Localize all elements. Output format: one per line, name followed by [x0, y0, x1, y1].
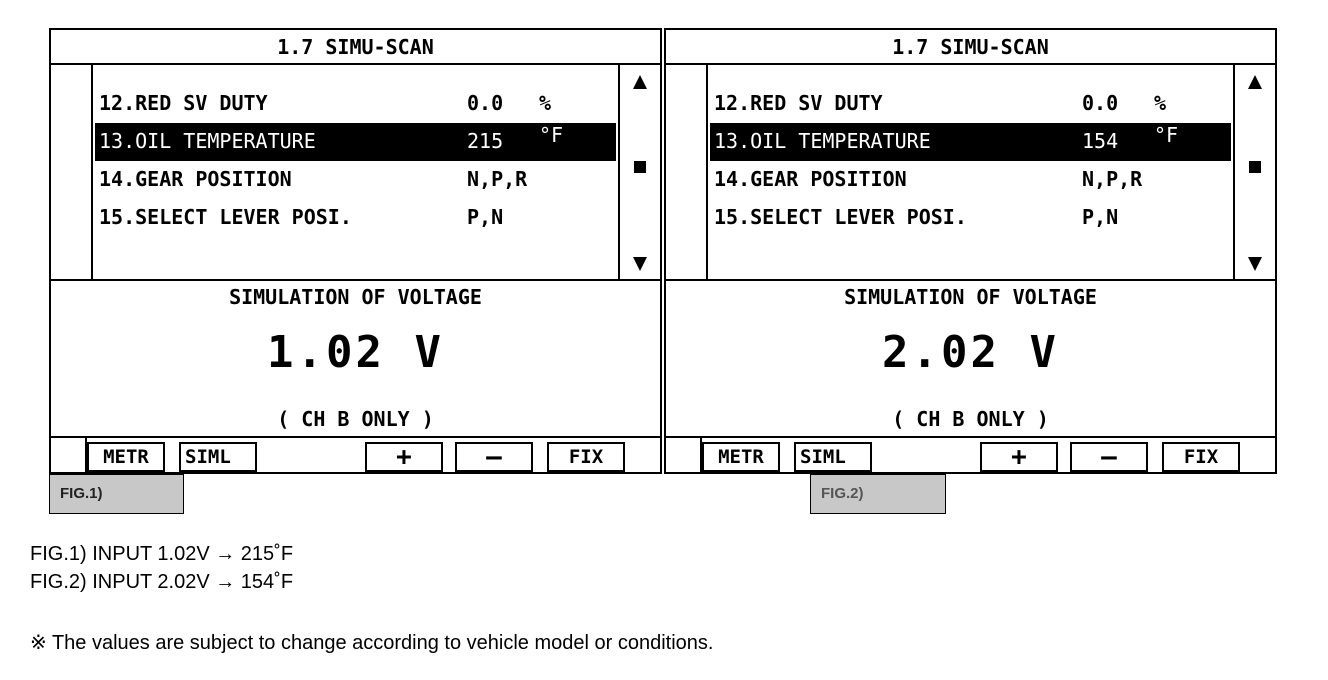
- footnote: ※ The values are subject to change according to vehicle model or conditions.: [30, 632, 714, 654]
- item-name: 14.GEAR POSITION: [714, 167, 907, 191]
- list-item[interactable]: [710, 161, 1231, 199]
- minus-button[interactable]: —: [1070, 442, 1148, 472]
- item-value: P,N: [1082, 205, 1119, 229]
- item-name: 13.OIL TEMPERATURE: [714, 129, 931, 153]
- button-gutter: [666, 438, 702, 472]
- metr-button[interactable]: METR: [87, 442, 165, 472]
- list-gutter: [666, 65, 708, 279]
- panel-title: 1.7 SIMU-SCAN: [51, 30, 660, 65]
- item-unit: °F: [1154, 123, 1179, 147]
- button-bar: [51, 438, 660, 472]
- list-item-selected[interactable]: [710, 123, 1231, 161]
- list-item[interactable]: [710, 85, 1231, 123]
- minus-button[interactable]: —: [455, 442, 533, 472]
- simulation-area: [51, 281, 660, 438]
- item-unit: °F: [539, 123, 564, 147]
- item-value: N,P,R: [467, 167, 528, 191]
- item-value: N,P,R: [1082, 167, 1143, 191]
- item-unit: %: [539, 91, 552, 115]
- panel-title: 1.7 SIMU-SCAN: [666, 30, 1275, 65]
- plus-button[interactable]: +: [980, 442, 1058, 472]
- item-unit: %: [1154, 91, 1167, 115]
- triangle-down-icon[interactable]: [633, 257, 647, 271]
- simu-scan-panel-1: [49, 28, 662, 474]
- list-gutter: [51, 65, 93, 279]
- fix-button[interactable]: FIX: [1162, 442, 1240, 472]
- data-list: [666, 65, 1275, 281]
- caption-fig2: FIG.2) INPUT 2.02V → 154˚F: [30, 571, 294, 593]
- item-value: 215: [467, 129, 504, 153]
- item-value: 0.0: [467, 91, 504, 115]
- item-name: 12.RED SV DUTY: [99, 91, 268, 115]
- button-bar: [666, 438, 1275, 472]
- list-item[interactable]: [95, 161, 616, 199]
- list-item-selected[interactable]: [95, 123, 616, 161]
- figure-label-2: FIG.2): [810, 474, 946, 514]
- item-name: 15.SELECT LEVER POSI.: [99, 205, 352, 229]
- item-name: 12.RED SV DUTY: [714, 91, 883, 115]
- list-item[interactable]: [95, 85, 616, 123]
- channel-note: ( CH B ONLY ): [892, 407, 1049, 431]
- caption-fig1: FIG.1) INPUT 1.02V → 215˚F: [30, 543, 294, 565]
- triangle-down-icon[interactable]: [1248, 257, 1262, 271]
- fix-button[interactable]: FIX: [547, 442, 625, 472]
- simulation-title: SIMULATION OF VOLTAGE: [229, 285, 482, 309]
- item-name: 15.SELECT LEVER POSI.: [714, 205, 967, 229]
- square-icon[interactable]: [634, 161, 646, 173]
- plus-button[interactable]: +: [365, 442, 443, 472]
- channel-note: ( CH B ONLY ): [277, 407, 434, 431]
- siml-button[interactable]: SIML: [794, 442, 872, 472]
- item-value: P,N: [467, 205, 504, 229]
- triangle-up-icon[interactable]: [633, 75, 647, 89]
- simulation-area: [666, 281, 1275, 438]
- figure-label-1: FIG.1): [49, 474, 184, 514]
- item-value: 0.0: [1082, 91, 1119, 115]
- item-value: 154: [1082, 129, 1119, 153]
- simulation-voltage: 2.02 V: [882, 327, 1059, 378]
- item-name: 14.GEAR POSITION: [99, 167, 292, 191]
- simulation-title: SIMULATION OF VOLTAGE: [844, 285, 1097, 309]
- siml-button[interactable]: SIML: [179, 442, 257, 472]
- button-gutter: [51, 438, 87, 472]
- simu-scan-panel-2: [664, 28, 1277, 474]
- item-name: 13.OIL TEMPERATURE: [99, 129, 316, 153]
- triangle-up-icon[interactable]: [1248, 75, 1262, 89]
- simulation-voltage: 1.02 V: [267, 327, 444, 378]
- data-list: [51, 65, 660, 281]
- list-item[interactable]: [95, 199, 616, 237]
- scrollbar[interactable]: [1233, 65, 1275, 279]
- scrollbar[interactable]: [618, 65, 660, 279]
- list-item[interactable]: [710, 199, 1231, 237]
- metr-button[interactable]: METR: [702, 442, 780, 472]
- square-icon[interactable]: [1249, 161, 1261, 173]
